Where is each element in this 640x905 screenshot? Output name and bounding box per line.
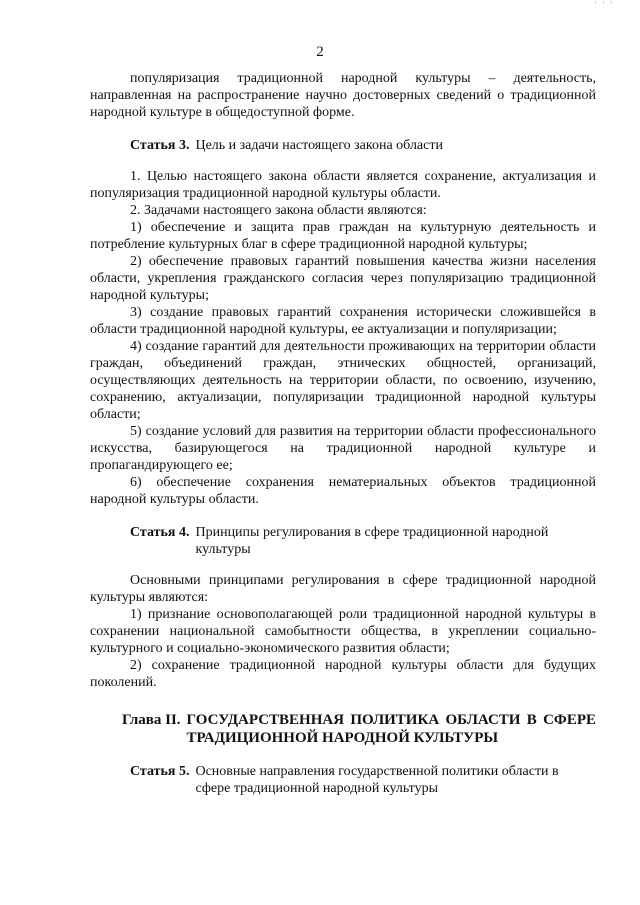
article-3-title: Цель и задачи настоящего закона области: [195, 138, 443, 153]
chapter-2-title: ГОСУДАРСТВЕННАЯ ПОЛИТИКА ОБЛАСТИ В СФЕРЕ ТРАДИЦИОННОЙ НАРОДНОЙ КУЛЬТУРЫ: [186, 712, 596, 746]
article-3-paragraph: 2. Задачами настоящего закона области являются:: [130, 203, 427, 218]
article-4-title: Принципы регулирования в сфере традиционной народной культуры: [195, 525, 549, 557]
article-3-paragraph: 2) обеспечение правовых гарантий повышения качества жизни населения области, укрепления гражданского согласия через популяризацию традиционной народной культуры;: [90, 254, 596, 303]
intro-paragraph: популяризация традиционной народной культуры – деятельность, направленная на распространение научно достоверных сведений о традиционной народной культуре в общедоступной форме.: [90, 71, 596, 120]
article-4-paragraph: Основными принципами регулирования в сфере традиционной народной культуры являются:: [90, 573, 596, 605]
article-5-heading: [90, 763, 596, 797]
article-3-paragraph: 6) обеспечение сохранения нематериальных объектов традиционной народной культуры области.: [90, 475, 596, 507]
article-4-paragraph: 1) признание основополагающей роли традиционной народной культуры в сохранении национальной самобытности общества, в укреплении социально-культурного и социально-экономического развития области;: [90, 607, 596, 656]
article-3-heading: [90, 137, 596, 154]
article-3-paragraph: 1) обеспечение и защита прав граждан на культурную деятельность и потребление культурных благ в сфере традиционной народной культуры;: [90, 220, 596, 252]
page-number: 2: [316, 44, 324, 60]
article-3-paragraph: 4) создание гарантий для деятельности проживающих на территории области граждан, объединений граждан, этнических общностей, организаций, осуществляющих деятельность на территории области, по освоению, изучению, сохранению, актуализации, популяризации традиционной народной культуры области;: [90, 339, 596, 422]
document-body: [90, 70, 596, 811]
chapter-2-label: Глава II.: [122, 712, 181, 728]
article-4-heading: [90, 524, 596, 558]
article-4-label: Статья 4.: [130, 525, 190, 540]
article-3-paragraph: 1. Целью настоящего закона области является сохранение, актуализация и популяризация традиционной народной культуры области.: [90, 169, 596, 201]
article-3-label: Статья 3.: [130, 138, 190, 153]
article-3-paragraph: 3) создание правовых гарантий сохранения исторически сложившейся в области традиционной народной культуры, ее актуализации и популяризации;: [90, 305, 596, 337]
chapter-2-heading: [90, 711, 596, 747]
corner-mark: ' ' ': [594, 0, 614, 10]
article-5-title: Основные направления государственной политики области в сфере традиционной народной культуры: [195, 764, 559, 796]
article-5-label: Статья 5.: [130, 764, 190, 779]
article-4-paragraph: 2) сохранение традиционной народной культуры области для будущих поколений.: [90, 658, 596, 690]
article-3-paragraph: 5) создание условий для развития на территории области профессионального искусства, базирующегося на традиционной народной культуре и пропагандирующего ее;: [90, 424, 596, 473]
